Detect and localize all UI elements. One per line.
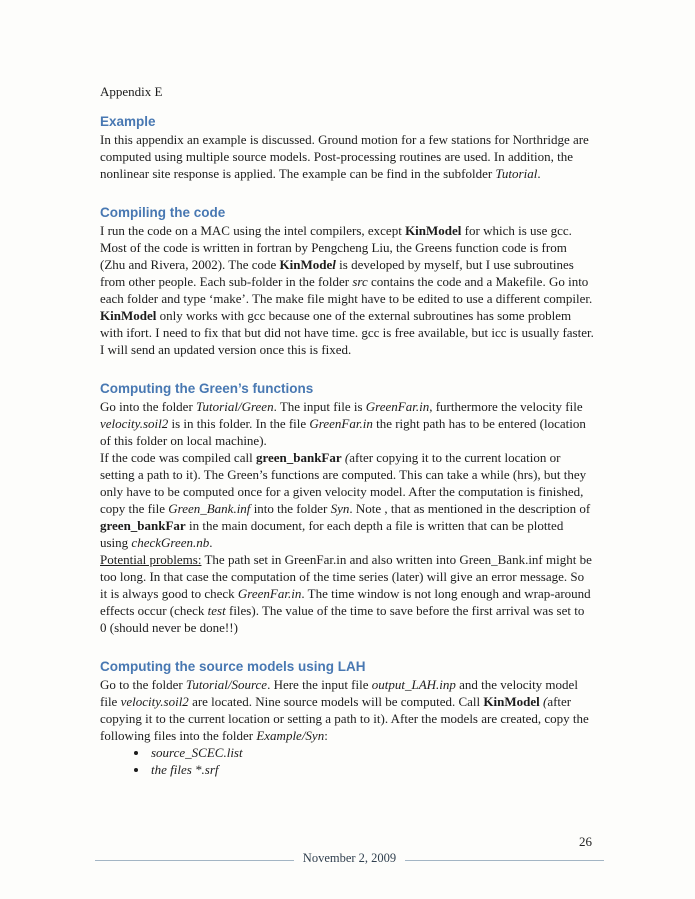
page-number: 26 [579, 834, 592, 849]
section-heading: Example [100, 114, 156, 129]
bullet-item: • source_SCEC.list [149, 744, 594, 761]
document-column [100, 83, 594, 778]
section-heading: Computing the Green’s functions [100, 381, 314, 396]
bullet-item: • the files *.srf [149, 761, 594, 778]
paragraph: Potential problems: The path set in GreenFar.in and also written into Green_Bank.inf might be too long. In that case the computation of the time series (later) will give an error message. So it is always good to check GreenFar.in. The time window is not long enough and wrap-around effects occur (check test files). The value of the time to save before the first arrival was set to 0 (should never be done!!) [100, 552, 592, 635]
paragraph: I run the code on a MAC using the intel compilers, except KinModel for which is use gcc. Most of the code is written in fortran by Pengcheng Liu, the Greens function code is from (Zhu and Rivera, 2002). The code KinModel is developed by myself, but I use subroutines from other people. Each sub-folder in the folder src contains the code and a Makefile. Go into each folder and type ‘make’. The make file might have to be edited to use a different compiler. KinModel only works with gcc because one of the external subroutines has some problem with ifort. I need to fix that but did not have time. gcc is free available, but icc is usually faster. I will send an updated version once this is fixed. [100, 223, 594, 357]
footer-date: November 2, 2009 [95, 850, 604, 867]
paragraph: In this appendix an example is discussed. Ground motion for a few stations for Northridge are computed using multiple source models. Post-processing routines are used. In addition, the nonlinear site response is applied. The example can be find in the subfolder Tutorial. [100, 132, 589, 181]
paragraph: Go to the folder Tutorial/Source. Here the input file output_LAH.inp and the velocity model file velocity.soil2 are located. Nine source models will be computed. Call KinModel (after copying it to the current location or setting a path to it). After the models are created, copy the following files into the folder Example/Syn: [100, 677, 589, 743]
paragraph: Go into the folder Tutorial/Green. The input file is GreenFar.in, furthermore the velocity file velocity.soil2 is in this folder. In the file GreenFar.in the right path has to be entered (location of this folder on local machine). [100, 399, 586, 448]
document-content [100, 113, 594, 778]
appendix-label: Appendix E [100, 84, 163, 99]
paragraph: If the code was compiled call green_bankFar (after copying it to the current location or setting a path to it). The Green’s functions are computed. This can take a while (hrs), but they only have to be computed once for a given velocity model. After the computation is finished, copy the file Green_Bank.inf into the folder Syn. Note , that as mentioned in the description of green_bankFar in the main document, for each depth a file is written that can be plotted using checkGreen.nb. [100, 450, 591, 550]
section-heading: Compiling the code [100, 205, 226, 220]
bullet-list [100, 744, 594, 778]
section-heading: Computing the source models using LAH [100, 659, 366, 674]
